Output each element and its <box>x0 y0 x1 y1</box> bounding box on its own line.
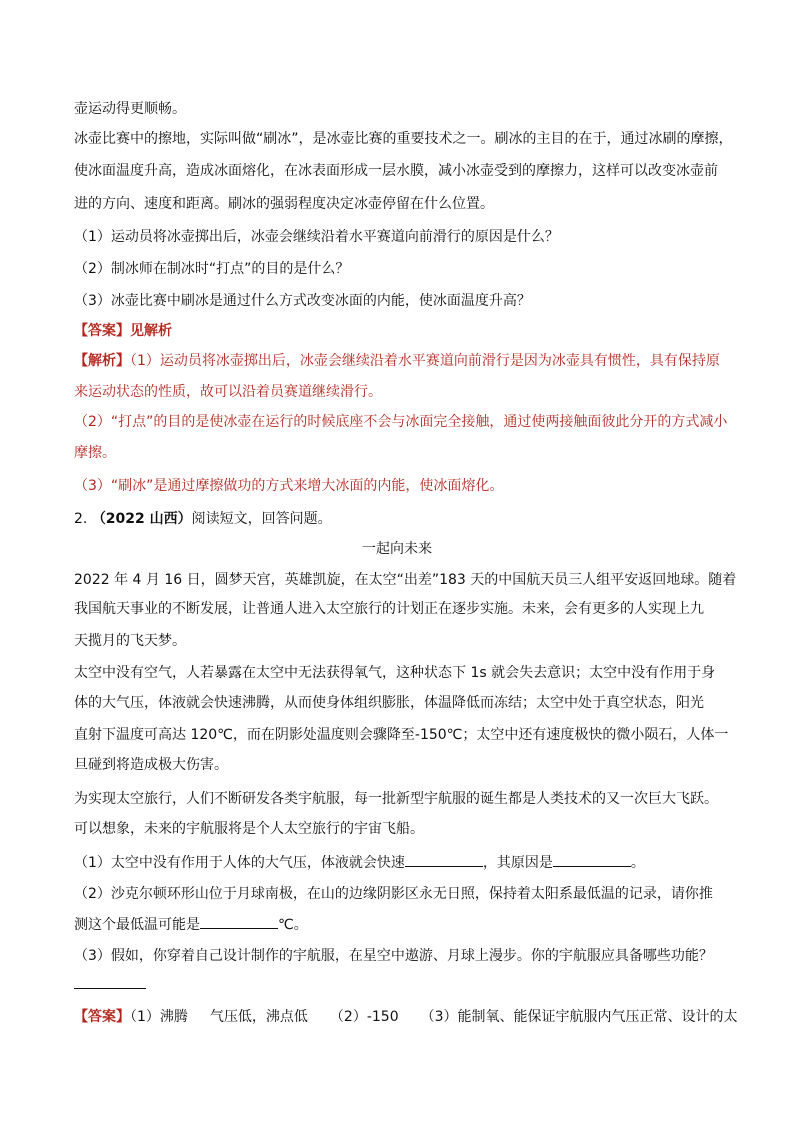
sub-question-2-cont <box>74 914 734 935</box>
answer-blank[interactable] <box>405 852 483 867</box>
question-2: （2）制冰师在制冰时“打点”的目的是什么？ <box>74 261 350 277</box>
text-line: 体的大气压，体液就会快速沸腾，从而使身体组织膨胀，体温降低而冻结；太空中处于真空状态，阳光 <box>74 695 704 711</box>
text-line: 壶运动得更顺畅。 <box>74 101 186 117</box>
problem-source: （2022 山西） <box>91 511 192 527</box>
analysis-line: （2）“打点”的目的是使冰壶在运行的时候底座不会与冰面完全接触，通过使两接触面彼此分开的方式减小 <box>74 414 728 430</box>
analysis-label: 【解析】 <box>74 353 130 369</box>
text-line: 2022 年 4 月 16 日，圆梦天宫，英雄凯旋，在太空“出差”183 天的中国航天员三人组平安返回地球。随着 <box>74 572 737 588</box>
answer-text: 气压低，沸点低 <box>209 1009 308 1025</box>
text-line: 为实现太空旅行，人们不断研发各类宇航服，每一批新型宇航服的诞生都是人类技术的又一次巨大飞跃。 <box>74 791 718 807</box>
answer-text: （2）-150 <box>329 1009 399 1025</box>
analysis-text: （1）运动员将冰壶掷出后，冰壶会继续沿着水平赛道向前滑行是因为冰壶具有惯性，具有保持原 <box>130 353 720 369</box>
analysis-line: （3）“刷冰”是通过摩擦做功的方式来增大冰面的内能，使冰面熔化。 <box>74 478 504 494</box>
analysis-line: 来运动状态的性质，故可以沿着员赛道继续滑行。 <box>74 384 382 400</box>
answer-label: 【答案】见解析 <box>74 323 172 339</box>
text-line: 冰壶比赛中的擦地，实际叫做“刷冰”，是冰壶比赛的重要技术之一。刷冰的主目的在于，通过冰刷的摩擦， <box>74 131 733 147</box>
analysis-line <box>74 351 734 371</box>
text-line: 直射下温度可高达 120℃，而在阴影处温度则会骤降至-150℃；太空中还有速度极快的微小陨石，人体一 <box>74 727 729 743</box>
text-line: 我国航天事业的不断发展，让普通人进入太空旅行的计划正在逐步实施。未来，会有更多的人实现上九 <box>74 601 704 617</box>
text-line: 太空中没有空气，人若暴露在太空中无法获得氧气，这种状态下 1s 就会失去意识；太空中没有作用于身 <box>74 665 716 681</box>
problem-instruction: 阅读短文，回答问题。 <box>191 511 332 527</box>
sub-question-3-blank <box>74 974 734 995</box>
question-text: （1）太空中没有作用于人体的大气压，体液就会快速 <box>74 855 405 871</box>
text-line: 进的方向、速度和距离。刷冰的强弱程度决定冰壶停留在什么位置。 <box>74 196 494 212</box>
question-text: 测这个最低温可能是 <box>74 917 200 933</box>
sub-question-2: （2）沙克尔顿环形山位于月球南极，在山的边缘阴影区永无日照，保持着太阳系最低温的记录，请你推 <box>74 886 713 902</box>
problem-2-header <box>74 509 734 529</box>
analysis-line: 摩擦。 <box>74 445 116 461</box>
question-1: （1）运动员将冰壶掷出后，冰壶会继续沿着水平赛道向前滑行的原因是什么？ <box>74 229 559 245</box>
article-title: 一起向未来 <box>362 541 432 557</box>
sub-question-3: （3）假如，你穿着自己设计制作的宇航服，在星空中遨游、月球上漫步。你的宇航服应具备哪些功能？ <box>74 948 713 964</box>
answer-blank[interactable] <box>200 914 278 929</box>
answer-text: （1）沸腾 <box>130 1009 188 1025</box>
answer-text: （3）能制氧、能保证宇航服内气压正常、设计的太 <box>420 1009 738 1025</box>
answer-label: 【答案】 <box>74 1009 130 1025</box>
text-line: 使冰面温度升高，造成冰面熔化，在冰表面形成一层水膜，减小冰壶受到的摩擦力，这样可以改变冰壶前 <box>74 163 718 179</box>
problem-number: 2. <box>74 511 88 527</box>
question-text: 。 <box>630 855 645 871</box>
text-line: 可以想象，未来的宇航服将是个人太空旅行的宇宙飞船。 <box>74 821 424 837</box>
question-text: ，其原因是 <box>482 855 553 871</box>
answer-blank[interactable] <box>74 974 146 989</box>
question-3: （3）冰壶比赛中刷冰是通过什么方式改变冰面的内能，使冰面温度升高？ <box>74 293 531 309</box>
text-line: 天揽月的飞天梦。 <box>74 633 186 649</box>
sub-question-1 <box>74 852 734 873</box>
answer-blank[interactable] <box>553 852 631 867</box>
text-line: 旦碰到将造成极大伤害。 <box>74 757 228 773</box>
answer-line <box>74 1007 738 1027</box>
question-text: ℃。 <box>278 917 308 933</box>
